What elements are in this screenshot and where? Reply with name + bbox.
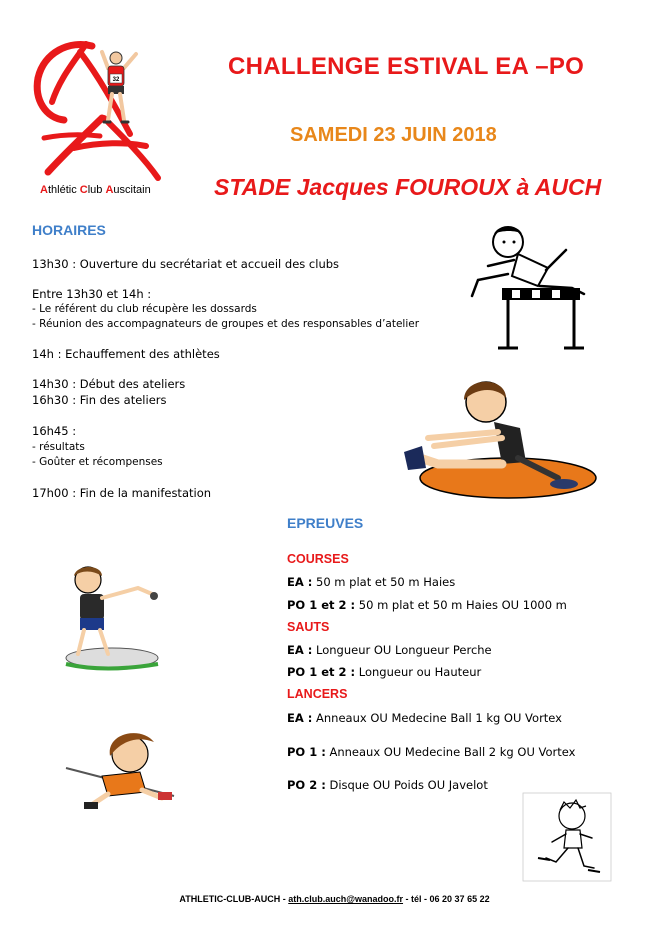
club-name-part: uscitain	[113, 184, 151, 196]
sauts-po	[287, 665, 481, 680]
schedule-item: 14h : Echauffement des athlètes	[32, 347, 220, 361]
club-name-initial-a2: A	[105, 184, 114, 196]
javelin-illustration	[62, 726, 177, 816]
category-label: PO 1 et 2 :	[287, 665, 356, 679]
schedule-subitem: - Goûter et récompenses	[32, 456, 163, 468]
lancers-po2	[287, 778, 488, 793]
category-text: Anneaux OU Medecine Ball 1 kg OU Vortex	[312, 711, 562, 725]
schedule-item: Entre 13h30 et 14h :	[32, 287, 152, 301]
horaires-heading: HORAIRES	[32, 222, 106, 238]
logo-bib-number: 32	[112, 77, 120, 83]
category-label: EA :	[287, 575, 313, 589]
club-name-part: thlétic	[47, 184, 80, 196]
category-label: EA :	[287, 643, 313, 657]
event-date: SAMEDI 23 JUIN 2018	[290, 124, 497, 146]
event-title: CHALLENGE ESTIVAL EA –PO	[228, 53, 585, 80]
schedule-item: 17h00 : Fin de la manifestation	[32, 486, 212, 500]
lancers-heading: LANCERS	[287, 687, 348, 701]
stretching-illustration	[398, 376, 598, 501]
club-name-initial-c: C	[79, 184, 88, 196]
epreuves-heading: EPREUVES	[287, 515, 364, 531]
category-label: EA :	[287, 711, 313, 725]
club-logo	[30, 38, 165, 183]
runner-sketch-illustration	[522, 792, 612, 882]
schedule-item: 14h30 : Début des ateliers	[32, 377, 186, 391]
courses-ea	[287, 575, 455, 590]
category-text: Longueur ou Hauteur	[355, 665, 482, 679]
category-label: PO 2 :	[287, 778, 326, 792]
shot-put-illustration	[62, 560, 162, 672]
footer-club: ATHLETIC-CLUB-AUCH -	[179, 894, 289, 904]
schedule-subitem: - résultats	[32, 441, 85, 453]
sauts-ea	[287, 643, 492, 658]
club-name-initial-a: A	[40, 184, 48, 196]
schedule-subitem: - Le référent du club récupère les dossards	[32, 303, 257, 315]
schedule-subitem: - Réunion des accompagnateurs de groupes et des responsables d’atelier	[32, 318, 420, 330]
schedule-item: 16h30 : Fin des ateliers	[32, 393, 167, 407]
courses-heading: COURSES	[287, 552, 349, 566]
category-text: Disque OU Poids OU Javelot	[325, 778, 488, 792]
schedule-item: 16h45 :	[32, 424, 77, 438]
club-name-part: lub	[87, 184, 106, 196]
category-label: PO 1 :	[287, 745, 326, 759]
footer-email-link[interactable]: ath.club.auch@wanadoo.fr	[288, 894, 404, 904]
category-text: Anneaux OU Medecine Ball 2 kg OU Vortex	[325, 745, 576, 759]
sauts-heading: SAUTS	[287, 620, 330, 634]
footer	[0, 894, 669, 904]
schedule-item: 13h30 : Ouverture du secrétariat et accueil des clubs	[32, 257, 340, 271]
club-name	[40, 184, 151, 196]
footer-phone: - tél - 06 20 37 65 22	[403, 894, 490, 904]
lancers-ea	[287, 711, 562, 726]
lancers-po1	[287, 745, 575, 760]
courses-po	[287, 598, 567, 613]
category-label: PO 1 et 2 :	[287, 598, 356, 612]
category-text: 50 m plat et 50 m Haies OU 1000 m	[355, 598, 567, 612]
category-text: 50 m plat et 50 m Haies	[312, 575, 456, 589]
event-venue: STADE Jacques FOUROUX à AUCH	[214, 174, 602, 200]
category-text: Longueur OU Longueur Perche	[312, 643, 492, 657]
hurdler-illustration	[468, 220, 598, 352]
